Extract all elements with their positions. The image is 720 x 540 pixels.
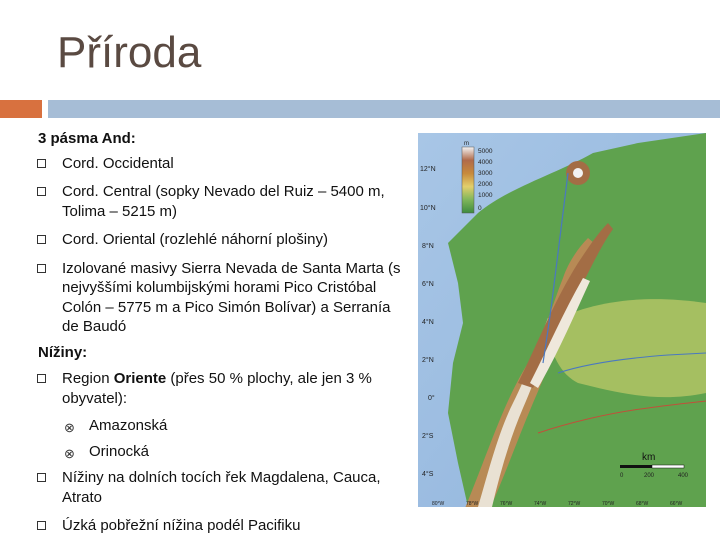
legend-value: 2000 [478, 181, 493, 188]
latitude-label: 4°N [422, 319, 434, 326]
list-item: Izolované masivy Sierra Nevada de Santa Marta (s nejvyššími kolumbijskými horami Pico Cristóbal Colón – 5775 m a Pico Simón Bolívar) a Serranía de Baudó [38, 259, 410, 337]
sub-list-item: ⊗ Orinocká [38, 442, 410, 462]
scale-value: 400 [678, 473, 689, 479]
longitude-label: 66°W [670, 501, 683, 507]
title-accent-bar [0, 100, 42, 118]
slide-title: Příroda [57, 28, 202, 77]
square-bullet-icon [37, 374, 46, 383]
list-item: Cord. Occidental [38, 154, 410, 174]
square-bullet-icon [37, 521, 46, 530]
section-heading-lowlands: Nížiny: [38, 343, 88, 361]
latitude-label: 2°N [422, 357, 434, 364]
legend-value: 3000 [478, 170, 493, 177]
list-item: Nížiny na dolních tocích řek Magdalena, Cauca, Atrato [38, 468, 410, 507]
latitude-label: 10°N [420, 205, 436, 212]
legend-value: 4000 [478, 159, 493, 166]
title-underline-bar [48, 100, 720, 118]
latitude-label: 6°N [422, 281, 434, 288]
square-bullet-icon [37, 187, 46, 196]
latitude-label: 2°S [422, 433, 434, 440]
scale-value: 0 [620, 473, 624, 479]
list-item: Region Oriente (přes 50 % plochy, ale jen 3 % obyvatel): [38, 369, 410, 408]
sub-list-item: ⊗ Amazonská [38, 416, 410, 436]
square-bullet-icon [37, 473, 46, 482]
latitude-label: 0° [428, 395, 435, 402]
circled-x-bullet-icon: ⊗ [64, 445, 75, 461]
slide-content [38, 127, 410, 536]
longitude-label: 80°W [432, 501, 445, 507]
latitude-label: 4°S [422, 471, 434, 478]
longitude-label: 76°W [500, 501, 513, 507]
legend-value: 5000 [478, 148, 493, 155]
list-item: Úzká pobřežní nížina podél Pacifiku [38, 516, 410, 536]
list-item: Cord. Central (sopky Nevado del Ruiz – 5400 m, Tolima – 5215 m) [38, 182, 410, 221]
legend-colorbar [462, 147, 474, 213]
longitude-label: 72°W [568, 501, 581, 507]
longitude-label: 70°W [602, 501, 615, 507]
circled-x-bullet-icon: ⊗ [64, 420, 75, 435]
section-heading-andes: 3 pásma And: [38, 130, 136, 147]
legend-value: 0 [478, 205, 482, 212]
square-bullet-icon [37, 264, 46, 273]
latitude-label: 12°N [420, 166, 436, 173]
latitude-label: 8°N [422, 243, 434, 250]
longitude-label: 68°W [636, 501, 649, 507]
legend-unit: m [464, 141, 469, 147]
square-bullet-icon [37, 235, 46, 244]
relief-map-colombia [418, 133, 706, 507]
square-bullet-icon [37, 159, 46, 168]
list-item: Cord. Oriental (rozlehlé náhorní plošiny) [38, 230, 410, 250]
scale-value: 200 [644, 473, 655, 479]
longitude-label: 74°W [534, 501, 547, 507]
scale-unit: km [642, 452, 656, 463]
longitude-label: 78°W [466, 501, 479, 507]
legend-value: 1000 [478, 192, 493, 199]
